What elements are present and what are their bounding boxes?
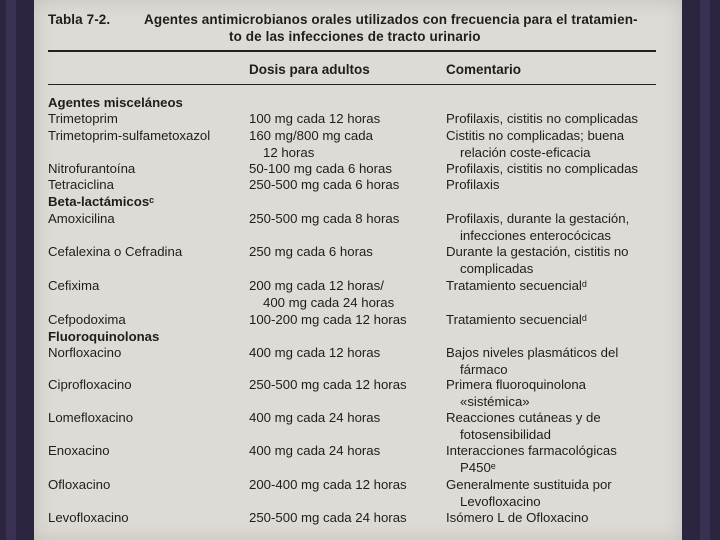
table-title-line-2: to de las infecciones de tracto urinario — [229, 29, 481, 44]
comment-text: Bajos niveles plasmáticos del — [446, 345, 619, 360]
dose-text: 400 mg cada 24 horas — [249, 443, 381, 458]
dose-text: 400 mg cada 24 horas — [263, 294, 395, 310]
comment-text: fármaco — [460, 361, 508, 377]
dose-text: 100-200 mg cada 12 horas — [249, 312, 407, 327]
comment-text: Profilaxis, cistitis no complicadas — [446, 111, 639, 126]
header-dose: Dosis para adultos — [249, 62, 370, 77]
dose-text: 250 mg cada 6 horas — [249, 244, 373, 259]
document-page — [34, 0, 682, 540]
comment-text: Tratamiento secuencialᵈ — [446, 278, 587, 293]
drug-name: Levofloxacino — [48, 510, 129, 525]
section-heading-beta: Beta-lactámicosᶜ — [48, 194, 155, 209]
background-stripe-left — [6, 0, 16, 540]
dose-text: 250-500 mg cada 24 horas — [249, 510, 407, 525]
section-heading-misc: Agentes misceláneos — [48, 95, 183, 110]
dose-text: 200 mg cada 12 horas/ — [249, 278, 384, 293]
drug-name: Cefixima — [48, 278, 100, 293]
drug-name: Trimetoprim — [48, 111, 118, 126]
dose-text: 50-100 mg cada 6 horas — [249, 161, 392, 176]
comment-text: Generalmente sustituida por — [446, 477, 612, 492]
top-rule — [48, 50, 656, 52]
drug-name: Tetraciclina — [48, 177, 114, 192]
comment-text: complicadas — [460, 260, 534, 276]
drug-name: Amoxicilina — [48, 211, 115, 226]
comment-text: infecciones enterocócicas — [460, 227, 612, 243]
comment-text: Tratamiento secuencialᵈ — [446, 312, 587, 327]
comment-text: Profilaxis — [446, 177, 500, 192]
drug-name: Cefpodoxima — [48, 312, 126, 327]
drug-name: Norfloxacino — [48, 345, 122, 360]
drug-name: Enoxacino — [48, 443, 110, 458]
table-title-line-1: Agentes antimicrobianos orales utilizados con frecuencia para el tratamien- — [144, 12, 638, 27]
background-stripe-right — [700, 0, 710, 540]
comment-text: Reacciones cutáneas y de — [446, 410, 601, 425]
dose-text: 200-400 mg cada 12 horas — [249, 477, 407, 492]
comment-text: Primera fluoroquinolona — [446, 377, 587, 392]
header-comment: Comentario — [446, 62, 522, 77]
comment-text: fotosensibilidad — [460, 426, 551, 442]
comment-text: Isómero L de Ofloxacino — [446, 510, 589, 525]
drug-name: Nitrofurantoína — [48, 161, 136, 176]
drug-name: Ciprofloxacino — [48, 377, 132, 392]
dose-text: 250-500 mg cada 12 horas — [249, 377, 407, 392]
comment-text: Cistitis no complicadas; buena — [446, 128, 625, 143]
comment-text: Profilaxis, durante la gestación, — [446, 211, 630, 226]
dose-text: 160 mg/800 mg cada — [249, 128, 373, 143]
comment-text: relación coste-eficacia — [460, 144, 591, 160]
comment-text: Levofloxacino — [460, 493, 541, 509]
dose-text: 400 mg cada 12 horas — [249, 345, 381, 360]
dose-text: 12 horas — [263, 144, 315, 160]
comment-text: Profilaxis, cistitis no complicadas — [446, 161, 639, 176]
header-rule — [48, 84, 656, 85]
drug-name: Ofloxacino — [48, 477, 111, 492]
dose-text: 400 mg cada 24 horas — [249, 410, 381, 425]
drug-name: Lomefloxacino — [48, 410, 134, 425]
comment-text: «sistémica» — [460, 393, 530, 409]
comment-text: Durante la gestación, cistitis no — [446, 244, 629, 259]
section-heading-fluoro: Fluoroquinolonas — [48, 329, 160, 344]
comment-text: P450ᵉ — [460, 459, 496, 475]
dose-text: 250-500 mg cada 8 horas — [249, 211, 400, 226]
dose-text: 250-500 mg cada 6 horas — [249, 177, 400, 192]
drug-name: Trimetoprim-sulfametoxazol — [48, 128, 211, 143]
comment-text: Interacciones farmacológicas — [446, 443, 617, 458]
dose-text: 100 mg cada 12 horas — [249, 111, 381, 126]
table-label: Tabla 7-2. — [48, 12, 111, 27]
drug-name: Cefalexina o Cefradina — [48, 244, 183, 259]
